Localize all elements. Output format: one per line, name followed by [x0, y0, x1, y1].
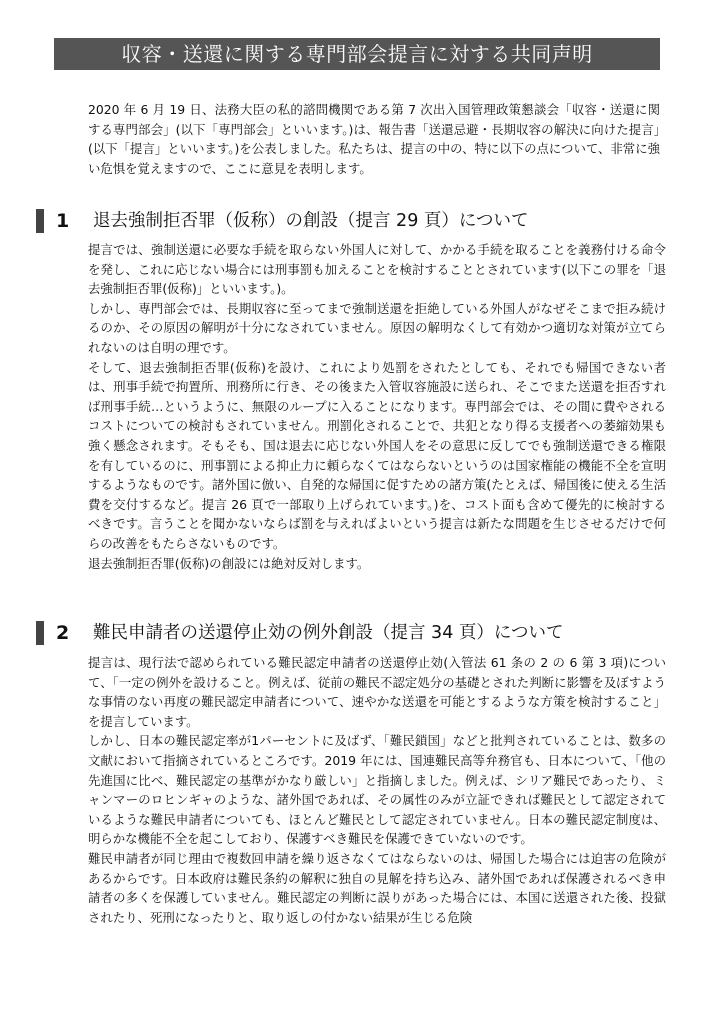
paragraph: 難民申請者が同じ理由で複数回申請を繰り返さなくてはならないのは、帰国した場合には迫害の危険があるからです。日本政府は難民条約の解釈に独自の見解を持ち込み、諸外国であれば保護されるべき申請者の多くを保護していません。難民認定の判断に誤りがあった場合には、本国に送還された後、投獄されたり、死刑になったりと、取り返しの付かない結果が生じる危険	[88, 850, 666, 925]
section-1-heading	[36, 207, 676, 235]
section-1-body	[88, 240, 666, 573]
section-title: 難民申請者の送還停止効の例外創設（提言 34 頁）について	[93, 623, 564, 643]
section-2-body	[88, 653, 666, 927]
paragraph: 退去強制拒否罪(仮称)の創設には絶対反対します。	[88, 555, 370, 571]
intro-paragraph: 2020 年 6 月 19 日、法務大臣の私的諮問機関である第 7 次出入国管理政策懇談会「収容・送還に関する専門部会」(以下「専門部会」といいます。)は、報告書「送還忌避・長期収容の解決に向けた提言」(以下「提言」といいます。)を公表しました。私たちは、提言の中の、特に以下の点について、非常に強い危惧を覚えますので、ここに意見を表明します。	[88, 102, 660, 176]
section-number: 2	[56, 622, 70, 644]
paragraph: しかし、専門部会では、長期収容に至ってまで強制送還を拒絶している外国人がなぜそこまで拒み続けるのか、その原因の解明が十分になされていません。原因の解明なくして有効かつ適切な対策が立てられないのは自明の理です。	[88, 300, 666, 355]
document-title: 収容・送還に関する専門部会提言に対する共同声明	[54, 38, 660, 70]
section-title: 退去強制拒否罪（仮称）の創設（提言 29 頁）について	[93, 211, 529, 231]
paragraph: 提言は、現行法で認められている難民認定申請者の送還停止効(入管法 61 条の 2 の 6 第 3 項)について、「一定の例外を設けること。例えば、従前の難民不認定処分の基礎とされた判断に影響を及ぼすような事情のない再度の難民認定申請者について、速やかな送還を可能とするような方策を検討すること」を提言しています。	[88, 655, 666, 729]
section-2-heading	[36, 619, 676, 647]
section-number: 1	[56, 210, 70, 232]
section-marker-bar	[36, 209, 44, 233]
paragraph: 提言では、強制送還に必要な手続を取らない外国人に対して、かかる手続を取ることを義務付ける命令を発し、これに応じない場合には刑事罰も加えることを検討することとされています(以下この罪を「退去強制拒否罪(仮称)」といいます。)。	[88, 242, 666, 297]
section-marker-bar	[36, 621, 44, 645]
paragraph: しかし、日本の難民認定率が1パーセントに及ばず、「難民鎖国」などと批判されていることは、数多の文献において指摘されているところです。2019 年には、国連難民高等弁務官も、日本について、「他の先進国に比べ、難民認定の基準がかなり厳しい」と指摘しました。例えば、シリア難民であったり、ミャンマーのロヒンギャのような、諸外国であれば、その属性のみが立証できれば難民として認定されているような難民申請者についても、ほとんど難民として認定されていません。日本の難民認定制度は、明らかな機能不全を起こしており、保護すべき難民を保護できていないのです。	[88, 733, 666, 847]
paragraph: そして、退去強制拒否罪(仮称)を設け、これにより処罰をされたとしても、それでも帰国できない者は、刑事手続で拘置所、刑務所に行き、その後また入管収容施設に送られ、そこでまた送還を拒否すれば刑事手続…というように、無限のループに入ることになります。専門部会では、その間に費やされるコストについての検討もされていません。刑罰化されることで、共犯となり得る支援者への萎縮効果も強く懸念されます。そもそも、国は退去に応じない外国人をその意思に反してでも強制送還できる権限を有しているのに、刑事罰による抑止力に頼らなくてはならないというのは国家権能の機能不全を宣明するようなものです。諸外国に倣い、自発的な帰国に促すための諸方策(たとえば、帰国後に使える生活費を交付するなど。提言 26 頁で一部取り上げられています。)を、コスト面も含めて優先的に検討するべきです。言うことを聞かないならば罰を与えればよいという提言は新たな問題を生じさせるだけで何らの改善をもたらさないものです。	[88, 359, 666, 551]
